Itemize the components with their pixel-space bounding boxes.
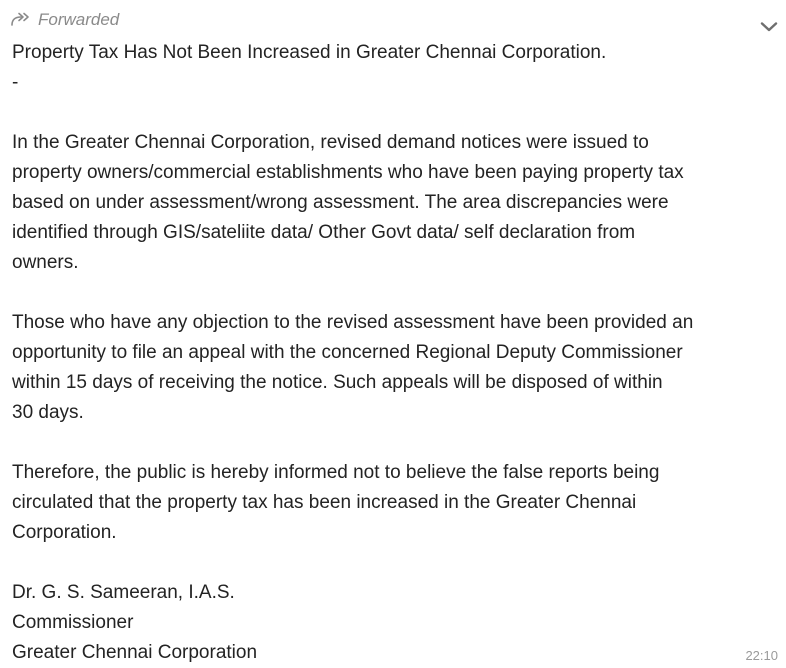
- signature-organization: Greater Chennai Corporation: [12, 642, 258, 663]
- message-timestamp: 22:10: [745, 648, 778, 663]
- paragraph-spacer: [12, 428, 782, 458]
- message-paragraph-3: Therefore, the public is hereby informed not to believe the false reports being circulated that the property tax has been increased in the Greater Chennai Corporation.: [12, 462, 660, 543]
- signature-block: [12, 578, 782, 668]
- message-text: [12, 38, 782, 668]
- forwarded-indicator: [10, 8, 119, 32]
- paragraph-spacer: [12, 548, 782, 578]
- forwarded-label: Forwarded: [38, 10, 120, 29]
- signature-designation: Commissioner: [12, 612, 134, 633]
- paragraph-spacer: [12, 278, 782, 308]
- message-title: Property Tax Has Not Been Increased in Greater Chennai Corporation.: [12, 42, 607, 63]
- message-dash: -: [12, 72, 19, 93]
- message-paragraph-1: In the Greater Chennai Corporation, revised demand notices were issued to property owners/commercial establishments who have been paying property tax based on under assessment/wrong assessment. The area discrepancies were identified through GIS/sateliite data/ Other Govt data/ self declaration from owners.: [12, 132, 684, 273]
- message-menu-button[interactable]: [756, 14, 782, 40]
- signature-name: Dr. G. S. Sameeran, I.A.S.: [12, 582, 235, 603]
- paragraph-spacer: [12, 98, 782, 128]
- chevron-down-icon: [759, 20, 779, 34]
- forward-arrow-icon: [10, 12, 32, 28]
- message-paragraph-2: Those who have any objection to the revised assessment have been provided an opportunity to file an appeal with the concerned Regional Deputy Commissioner within 15 days of receiving the notice. Such appeals will be disposed of within 30 days.: [12, 312, 694, 423]
